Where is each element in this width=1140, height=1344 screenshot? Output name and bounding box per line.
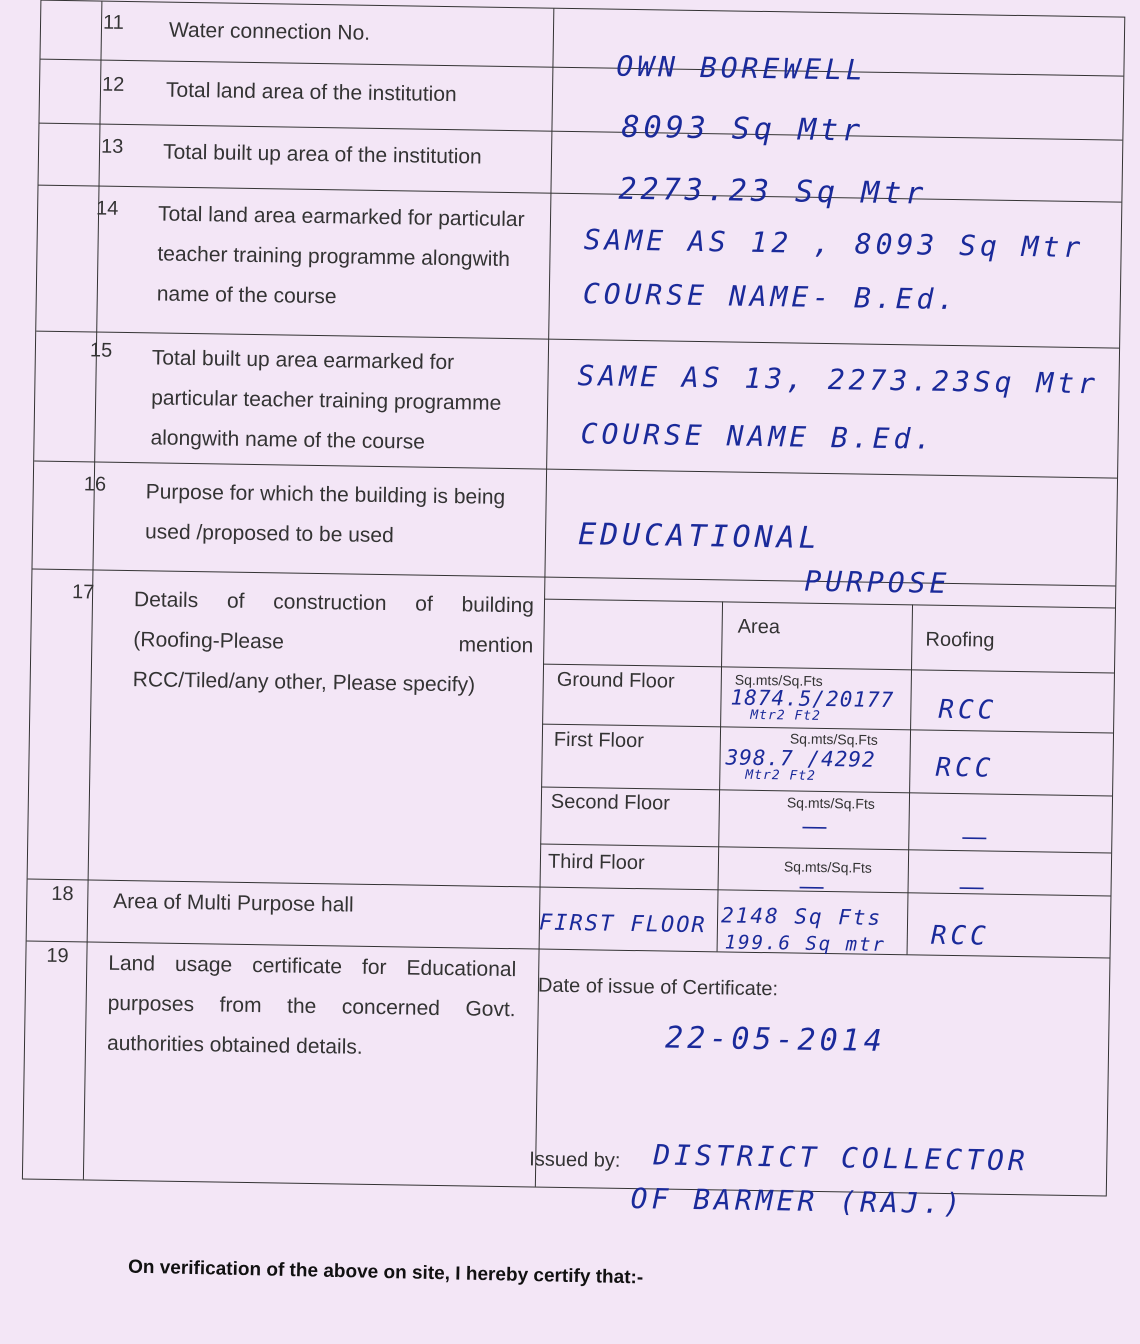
handwritten-dash: — — [962, 823, 987, 851]
floor-name: Third Floor — [547, 850, 645, 875]
row-number: 13 — [100, 135, 124, 158]
row-label-line: teacher training programme alongwith — [157, 242, 511, 272]
row-label-line: RCC/Tiled/any other, Please specify) — [132, 668, 476, 697]
row-label-line: (Roofing-Please mention — [133, 628, 534, 658]
handwritten-area-units: Mtr2 Ft2 — [750, 707, 822, 724]
row-label-line: Purpose for which the building is being — [145, 480, 506, 509]
handwritten-answer: 8093 Sq Mtr — [621, 109, 865, 149]
row-label: Area of Multi Purpose hall — [113, 889, 354, 917]
row-label: Total land area of the institution — [165, 78, 457, 107]
floor-table-header-area: Area — [737, 615, 781, 639]
row-number: 14 — [95, 197, 119, 220]
row-number: 11 — [102, 11, 125, 34]
handwritten-answer: PURPOSE — [804, 564, 951, 600]
handwritten-roofing: RCC — [938, 694, 998, 726]
handwritten-answer: COURSE NAME- B.Ed. — [582, 277, 959, 317]
floor-name: Second Floor — [550, 790, 671, 815]
handwritten-answer: 2273.23 Sq Mtr — [618, 171, 928, 212]
row-label-line: authorities obtained details. — [106, 1031, 363, 1059]
row-label-line: name of the course — [156, 282, 337, 309]
column-divider-answer — [535, 9, 555, 1187]
row-label-line: used /proposed to be used — [144, 520, 394, 548]
floor-table-col-roofing — [907, 604, 913, 954]
row-label: Water connection No. — [168, 18, 371, 45]
unit-label: Sq.mts/Sq.Fts — [789, 730, 878, 748]
floor-table-top — [544, 599, 1115, 609]
row-label-line: Total built up area earmarked for — [151, 346, 455, 375]
floor-table-header-roofing: Roofing — [925, 628, 995, 652]
unit-label: Sq.mts/Sq.Fts — [783, 858, 872, 876]
row-label-line: Details of construction of building — [133, 588, 535, 618]
floor-name: First Floor — [553, 728, 645, 753]
handwritten-answer: EDUCATIONAL — [577, 517, 822, 556]
row-number: 19 — [46, 944, 69, 968]
handwritten-hall-roofing: RCC — [930, 920, 991, 952]
handwritten-answer: SAME AS 13, 2273.23Sq Mtr — [577, 359, 1100, 401]
handwritten-issuer: OF BARMER (RAJ.) — [630, 1182, 965, 1221]
row-label-line: alongwith name of the course — [150, 426, 426, 454]
row-label-line: purposes from the concerned Govt. — [107, 991, 516, 1022]
floor-name: Ground Floor — [556, 668, 675, 693]
row-number: 18 — [51, 882, 74, 906]
floor-table-col-area — [717, 601, 723, 951]
handwritten-issuer: DISTRICT COLLECTOR — [653, 1138, 1030, 1178]
handwritten-answer: SAME AS 12 , 8093 Sq Mtr — [583, 223, 1085, 265]
row-number: 15 — [89, 339, 113, 362]
row-label-line: Land usage certificate for Educational — [108, 951, 517, 982]
handwritten-answer: COURSE NAME B.Ed. — [580, 417, 936, 456]
handwritten-roofing: RCC — [935, 752, 995, 784]
handwritten-answer: OWN BOREWELL — [616, 49, 867, 87]
row-number: 17 — [71, 581, 95, 604]
handwritten-area: 398.7 /4292 — [725, 745, 876, 772]
handwritten-dash: — — [959, 873, 984, 901]
handwritten-certificate-date: 22-05-2014 — [664, 1020, 887, 1060]
handwritten-hall-area: 199.6 Sq mtr — [724, 931, 887, 956]
handwritten-area-units: Mtr2 Ft2 — [745, 767, 817, 784]
certificate-date-label: Date of issue of Certificate: — [537, 974, 779, 1001]
handwritten-dash: — — [802, 812, 827, 841]
row-label-line: particular teacher training programme — [151, 386, 502, 415]
handwritten-hall-floor: FIRST FLOOR — [538, 910, 707, 939]
row-number: 12 — [101, 73, 125, 96]
unit-label: Sq.mts/Sq.Fts — [786, 794, 875, 812]
row-label-line: Total land area earmarked for particular — [157, 202, 525, 232]
row-label: Total built up area of the institution — [162, 140, 482, 169]
certification-statement: On verification of the above on site, I hereby certify that:- — [127, 1256, 644, 1289]
handwritten-hall-area: 2148 Sq Fts — [720, 903, 883, 930]
handwritten-dash: — — [799, 872, 824, 901]
handwritten-area: 1874.5/20177 — [730, 685, 895, 713]
unit-label: Sq.mts/Sq.Fts — [734, 671, 823, 689]
issued-by-label: Issued by: — [529, 1148, 621, 1172]
row-number: 16 — [83, 473, 107, 496]
details-form-table — [22, 0, 1125, 1221]
